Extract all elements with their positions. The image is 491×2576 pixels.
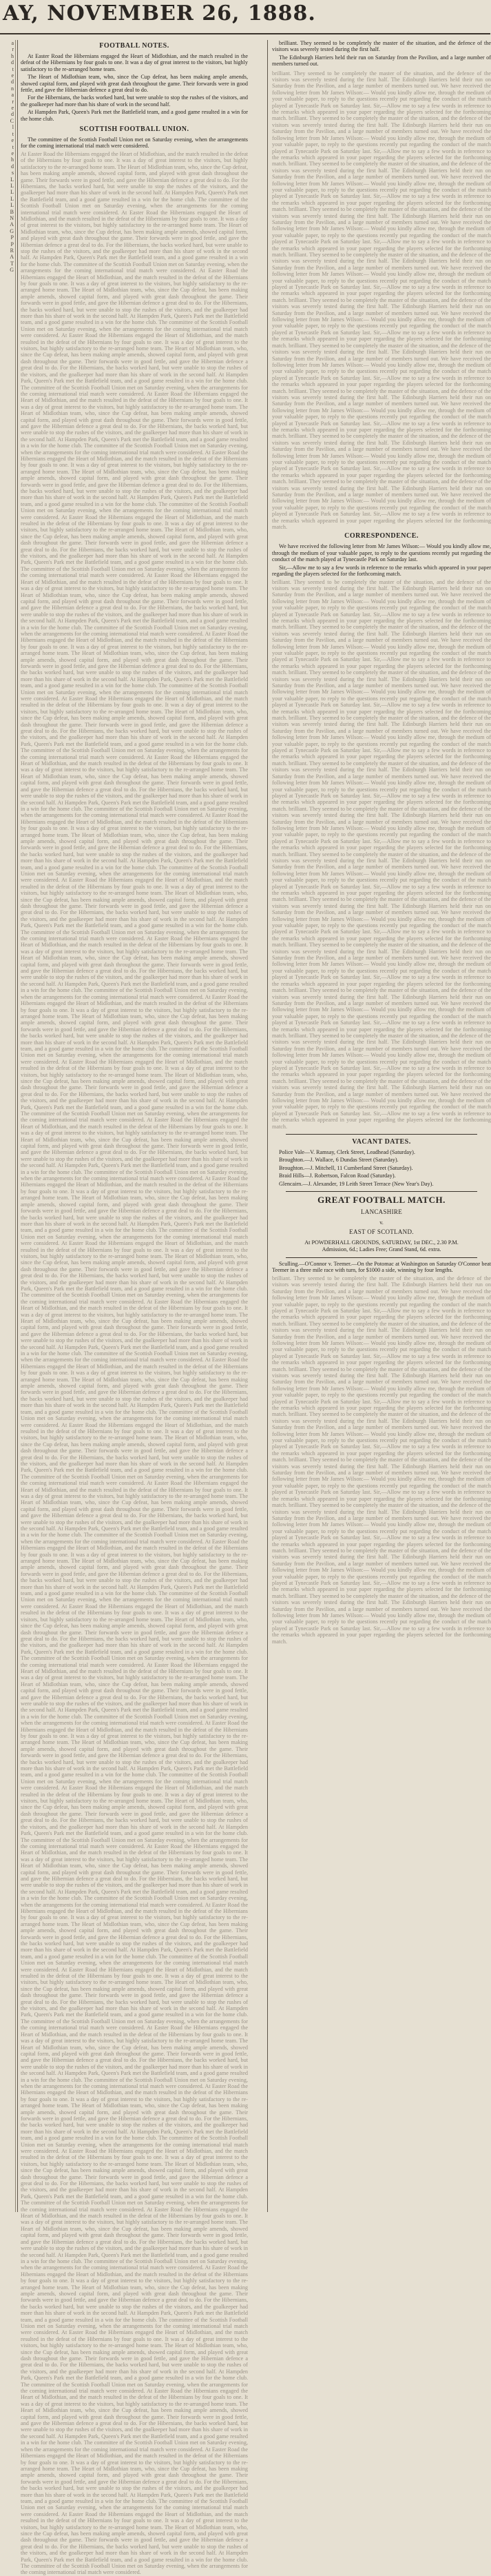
match-team-lancashire: LANCASHIRE: [360, 1208, 402, 1216]
correspondence-heading: CORRESPONDENCE.: [344, 532, 419, 540]
vacant-date-item: Braid Hills—J. Robertson, Falcon Road (Saturday).: [279, 1173, 396, 1179]
vacant-date-item: Broughton.—J. Mitchell, 11 Cumberland Street (Saturday).: [279, 1164, 413, 1171]
match-venue-line: At POWDERHALL GROUNDS, SATURDAY, 1st DEC., 2.30 P.M.: [304, 1239, 459, 1246]
match-admission-line: Admission, 6d.; Ladies Free; Grand Stand, 6d. extra.: [322, 1246, 441, 1253]
column-rule: [267, 40, 268, 2212]
cropped-column-strip: [0, 40, 16, 2212]
continued-report: [272, 40, 491, 68]
cropped-right-edge: [482, 40, 490, 2212]
scottish-football-union-heading: SCOTTISH FOOTBALL UNION.: [79, 125, 189, 134]
vacant-date-item: Glencairn.—J. Alexander, 19 Leith Street Terrace (New Year's Day).: [279, 1180, 434, 1187]
paragraph: We have received the following letter from Mr James Wilson:— Would you kindly allow me, through the medium of your valuable paper, to reply to the questions recently put regarding the conduct of the match played at Tynecastle Park on Saturday last.: [272, 543, 491, 563]
football-notes-heading: FOOTBALL NOTES.: [99, 42, 169, 50]
section-divider: [286, 1191, 477, 1192]
match-versus: v.: [379, 1219, 384, 1226]
football-notes-body: [21, 53, 248, 122]
closing-paragraph: Sculling.—O'Connor v. Teemer.—On the Potomac at Washington on Saturday O'Connor beat Teemer in a three mile race with turn, for $1000 a side, winning by four lengths.: [272, 1261, 491, 1274]
vacant-dates-list: [272, 1149, 491, 1187]
paragraph: The Heart of Midlothian team, who, since the Cup defeat, has been making ample amends, showed capital form, and played with great dash throughout the game. Their forwards were in good fettle, and gave the Hibernian defence a great deal to do.: [21, 74, 248, 94]
vacant-date-item: Police Vale—V. Ramsay, Clerk Street, Leadhead (Saturday).: [279, 1149, 415, 1156]
paragraph: At Hampden Park, Queen's Park met the Battlefield team, and a good game resulted in a win for the home club.: [21, 109, 248, 122]
section-divider: [286, 1257, 477, 1258]
paragraph: Sir,—Allow me to say a few words in reference to the remarks which appeared in your paper regarding the players selected for the forthcoming match.: [272, 564, 491, 578]
correspondence-column: [272, 40, 491, 2212]
dense-column-text: brilliant. They seemed to be completely the master of the situation, and the defence of the visitors was severely tested during the first half. The Edinburgh Harriers held their run on Saturday from the Pavilion, and a large number of members turned out. We have received the following letter from Mr James Wilson:— Would you kindly allow me, through the medium of your valuable paper, to reply to the questions recently put regarding the conduct of the match played at Tynecastle Park on Saturday last. Sir,—Allow me to say a few words in reference to the remarks which appeared in your paper regarding the players selected for the forthcoming match. brilliant. They seemed to be completely the master of the situation, and the defence of the visitors was severely tested during the first half. The Edinburgh Harriers held their run on Saturday from the Pavilion, and a large number of members turned out. We have received the following letter from Mr James Wilson:— Would you kindly allow me, through the medium of your valuable paper, to reply to the questions recently put regarding the conduct of the match played at Tynecastle Park on Saturday last. Sir,—Allow me to say a few words in reference to the remarks which appeared in your paper regarding the players selected for the forthcoming match. brilliant. They seemed to be completely the master of the situation, and the defence of the visitors was severely tested during the first half. The Edinburgh Harriers held their run on Saturday from the Pavilion, and a large number of members turned out. We have received the following letter from Mr James Wilson:— Would you kindly allow me, through the medium of your valuable paper, to reply to the questions recently put regarding the conduct of the match played at Tynecastle Park on Saturday last. Sir,—Allow me to say a few words in reference to the remarks which appeared in your paper regarding the players selected for the forthcoming match. brilliant. They seemed to be completely the master of the situation, and the defence of the visitors was severely tested during the first half. The Edinburgh Harriers held their run on Saturday from the Pavilion, and a large number of members turned out. We have received the following letter from Mr James Wilson:— Would you kindly allow me, through the medium of your valuable paper, to reply to the questions recently put regarding the conduct of the match played at Tynecastle Park on Saturday last. Sir,—Allow me to say a few words in reference to the remarks which appeared in your paper regarding the players selected for the forthcoming match. brilliant. They seemed to be completely the master of the situation, and the defence of the visitors was severely tested during the first half. The Edinburgh Harriers held their run on Saturday from the Pavilion, and a large number of members turned out. We have received the following letter from Mr James Wilson:— Would you kindly allow me, through the medium of your valuable paper, to reply to the questions recently put regarding the conduct of the match played at Tynecastle Park on Saturday last. Sir,—Allow me to say a few words in reference to the remarks which appeared in your paper regarding the players selected for the forthcoming match. brilliant. They seemed to be completely the master of the situation, and the defence of the visitors was severely tested during the first half. The Edinburgh Harriers held their run on Saturday from the Pavilion, and a large number of members turned out. We have received the following letter from Mr James Wilson:— Would you kindly allow me, through the medium of your valuable paper, to reply to the questions recently put regarding the conduct of the match played at Tynecastle Park on Saturday last. Sir,—Allow me to say a few words in reference to the remarks which appeared in your paper regarding the players selected for the forthcoming match. brilliant. They seemed to be completely the master of the situation, and the defence of the visitors was severely tested during the first half. The Edinburgh Harriers held their run on Saturday from the Pavilion, and a large number of members turned out. We have received the following letter from Mr James Wilson:— Would you kindly allow me, through the medium of your valuable paper, to reply to the questions recently put regarding the conduct of the match played at Tynecastle Park on Saturday last. Sir,—Allow me to say a few words in reference to the remarks which appeared in your paper regarding the players selected for the forthcoming match. brilliant. They seemed to be completely the master of the situation, and the defence of the visitors was severely tested during the first half. The Edinburgh Harriers held their run on Saturday from the Pavilion, and a large number of members turned out. We have received the following letter from Mr James Wilson:— Would you kindly allow me, through the medium of your valuable paper, to reply to the questions recently put regarding the conduct of the match played at Tynecastle Park on Saturday last. Sir,—Allow me to say a few words in reference to the remarks which appeared in your paper regarding the players selected for the forthcoming match. brilliant. They seemed to be completely the master of the situation, and the defence of the visitors was severely tested during the first half. The Edinburgh Harriers held their run on Saturday from the Pavilion, and a large number of members turned out. We have received the following letter from Mr James Wilson:— Would you kindly allow me, through the medium of your valuable paper, to reply to the questions recently put regarding the conduct of the match played at Tynecastle Park on Saturday last. Sir,—Allow me to say a few words in reference to the remarks which appeared in your paper regarding the players selected for the forthcoming match. brilliant. They seemed to be completely the master of the situation, and the defence of the visitors was severely tested during the first half. The Edinburgh Harriers held their run on Saturday from the Pavilion, and a large number of members turned out. We have received the following letter from Mr James Wilson:— Would you kindly allow me, through the medium of your valuable paper, to reply to the questions recently put regarding the conduct of the match played at Tynecastle Park on Saturday last. Sir,—Allow me to say a few words in reference to the remarks which appeared in your paper regarding the players selected for the forthcoming match.: [272, 70, 491, 531]
match-team-east-of-scotland: EAST OF SCOTLAND.: [349, 1228, 414, 1236]
section-divider: [286, 1134, 477, 1135]
dense-column-text: brilliant. They seemed to be completely the master of the situation, and the defence of the visitors was severely tested during the first half. The Edinburgh Harriers held their run on Saturday from the Pavilion, and a large number of members turned out. We have received the following letter from Mr James Wilson:— Would you kindly allow me, through the medium of your valuable paper, to reply to the questions recently put regarding the conduct of the match played at Tynecastle Park on Saturday last. Sir,—Allow me to say a few words in reference to the remarks which appeared in your paper regarding the players selected for the forthcoming match. brilliant. They seemed to be completely the master of the situation, and the defence of the visitors was severely tested during the first half. The Edinburgh Harriers held their run on Saturday from the Pavilion, and a large number of members turned out. We have received the following letter from Mr James Wilson:— Would you kindly allow me, through the medium of your valuable paper, to reply to the questions recently put regarding the conduct of the match played at Tynecastle Park on Saturday last. Sir,—Allow me to say a few words in reference to the remarks which appeared in your paper regarding the players selected for the forthcoming match. brilliant. They seemed to be completely the master of the situation, and the defence of the visitors was severely tested during the first half. The Edinburgh Harriers held their run on Saturday from the Pavilion, and a large number of members turned out. We have received the following letter from Mr James Wilson:— Would you kindly allow me, through the medium of your valuable paper, to reply to the questions recently put regarding the conduct of the match played at Tynecastle Park on Saturday last. Sir,—Allow me to say a few words in reference to the remarks which appeared in your paper regarding the players selected for the forthcoming match. brilliant. They seemed to be completely the master of the situation, and the defence of the visitors was severely tested during the first half. The Edinburgh Harriers held their run on Saturday from the Pavilion, and a large number of members turned out. We have received the following letter from Mr James Wilson:— Would you kindly allow me, through the medium of your valuable paper, to reply to the questions recently put regarding the conduct of the match played at Tynecastle Park on Saturday last. Sir,—Allow me to say a few words in reference to the remarks which appeared in your paper regarding the players selected for the forthcoming match. brilliant. They seemed to be completely the master of the situation, and the defence of the visitors was severely tested during the first half. The Edinburgh Harriers held their run on Saturday from the Pavilion, and a large number of members turned out. We have received the following letter from Mr James Wilson:— Would you kindly allow me, through the medium of your valuable paper, to reply to the questions recently put regarding the conduct of the match played at Tynecastle Park on Saturday last. Sir,—Allow me to say a few words in reference to the remarks which appeared in your paper regarding the players selected for the forthcoming match. brilliant. They seemed to be completely the master of the situation, and the defence of the visitors was severely tested during the first half. The Edinburgh Harriers held their run on Saturday from the Pavilion, and a large number of members turned out. We have received the following letter from Mr James Wilson:— Would you kindly allow me, through the medium of your valuable paper, to reply to the questions recently put regarding the conduct of the match played at Tynecastle Park on Saturday last. Sir,—Allow me to say a few words in reference to the remarks which appeared in your paper regarding the players selected for the forthcoming match. brilliant. They seemed to be completely the master of the situation, and the defence of the visitors was severely tested during the first half. The Edinburgh Harriers held their run on Saturday from the Pavilion, and a large number of members turned out. We have received the following letter from Mr James Wilson:— Would you kindly allow me, through the medium of your valuable paper, to reply to the questions recently put regarding the conduct of the match played at Tynecastle Park on Saturday last. Sir,—Allow me to say a few words in reference to the remarks which appeared in your paper regarding the players selected for the forthcoming match. brilliant. They seemed to be completely the master of the situation, and the defence of the visitors was severely tested during the first half. The Edinburgh Harriers held their run on Saturday from the Pavilion, and a large number of members turned out. We have received the following letter from Mr James Wilson:— Would you kindly allow me, through the medium of your valuable paper, to reply to the questions recently put regarding the conduct of the match played at Tynecastle Park on Saturday last. Sir,—Allow me to say a few words in reference to the remarks which appeared in your paper regarding the players selected for the forthcoming match. brilliant. They seemed to be completely the master of the situation, and the defence of the visitors was severely tested during the first half. The Edinburgh Harriers held their run on Saturday from the Pavilion, and a large number of members turned out. We have received the following letter from Mr James Wilson:— Would you kindly allow me, through the medium of your valuable paper, to reply to the questions recently put regarding the conduct of the match played at Tynecastle Park on Saturday last. Sir,—Allow me to say a few words in reference to the remarks which appeared in your paper regarding the players selected for the forthcoming match. brilliant. They seemed to be completely the master of the situation, and the defence of the visitors was severely tested during the first half. The Edinburgh Harriers held their run on Saturday from the Pavilion, and a large number of members turned out. We have received the following letter from Mr James Wilson:— Would you kindly allow me, through the medium of your valuable paper, to reply to the questions recently put regarding the conduct of the match played at Tynecastle Park on Saturday last. Sir,—Allow me to say a few words in reference to the remarks which appeared in your paper regarding the players selected for the forthcoming match. brilliant. They seemed to be completely the master of the situation, and the defence of the visitors was severely tested during the first half. The Edinburgh Harriers held their run on Saturday from the Pavilion, and a large number of members turned out. We have received the following letter from Mr James Wilson:— Would you kindly allow me, through the medium of your valuable paper, to reply to the questions recently put regarding the conduct of the match played at Tynecastle Park on Saturday last. Sir,—Allow me to say a few words in reference to the remarks which appeared in your paper regarding the players selected for the forthcoming match. brilliant. They seemed to be completely the master of the situation, and the defence of the visitors was severely tested during the first half. The Edinburgh Harriers held their run on Saturday from the Pavilion, and a large number of members turned out. We have received the following letter from Mr James Wilson:— Would you kindly allow me, through the medium of your valuable paper, to reply to the questions recently put regarding the conduct of the match played at Tynecastle Park on Saturday last. Sir,—Allow me to say a few words in reference to the remarks which appeared in your paper regarding the players selected for the forthcoming match.: [272, 578, 491, 1130]
great-football-match-heading: GREAT FOOTBALL MATCH.: [317, 1195, 446, 1206]
cropped-column-text: a r h d t e d n a r e d C l t e t e h d s L L L L L B N A G P P R A T G: [10, 40, 14, 274]
vacant-dates-heading: VACANT DATES.: [352, 1138, 411, 1146]
paragraph: brilliant. They seemed to be completely the master of the situation, and the defence of the visitors was severely tested during the first half.: [272, 40, 491, 53]
dense-column-text: brilliant. They seemed to be completely the master of the situation, and the defence of the visitors was severely tested during the first half. The Edinburgh Harriers held their run on Saturday from the Pavilion, and a large number of members turned out. We have received the following letter from Mr James Wilson:— Would you kindly allow me, through the medium of your valuable paper, to reply to the questions recently put regarding the conduct of the match played at Tynecastle Park on Saturday last. Sir,—Allow me to say a few words in reference to the remarks which appeared in your paper regarding the players selected for the forthcoming match. brilliant. They seemed to be completely the master of the situation, and the defence of the visitors was severely tested during the first half. The Edinburgh Harriers held their run on Saturday from the Pavilion, and a large number of members turned out. We have received the following letter from Mr James Wilson:— Would you kindly allow me, through the medium of your valuable paper, to reply to the questions recently put regarding the conduct of the match played at Tynecastle Park on Saturday last. Sir,—Allow me to say a few words in reference to the remarks which appeared in your paper regarding the players selected for the forthcoming match. brilliant. They seemed to be completely the master of the situation, and the defence of the visitors was severely tested during the first half. The Edinburgh Harriers held their run on Saturday from the Pavilion, and a large number of members turned out. We have received the following letter from Mr James Wilson:— Would you kindly allow me, through the medium of your valuable paper, to reply to the questions recently put regarding the conduct of the match played at Tynecastle Park on Saturday last. Sir,—Allow me to say a few words in reference to the remarks which appeared in your paper regarding the players selected for the forthcoming match. brilliant. They seemed to be completely the master of the situation, and the defence of the visitors was severely tested during the first half. The Edinburgh Harriers held their run on Saturday from the Pavilion, and a large number of members turned out. We have received the following letter from Mr James Wilson:— Would you kindly allow me, through the medium of your valuable paper, to reply to the questions recently put regarding the conduct of the match played at Tynecastle Park on Saturday last. Sir,—Allow me to say a few words in reference to the remarks which appeared in your paper regarding the players selected for the forthcoming match. brilliant. They seemed to be completely the master of the situation, and the defence of the visitors was severely tested during the first half. The Edinburgh Harriers held their run on Saturday from the Pavilion, and a large number of members turned out. We have received the following letter from Mr James Wilson:— Would you kindly allow me, through the medium of your valuable paper, to reply to the questions recently put regarding the conduct of the match played at Tynecastle Park on Saturday last. Sir,—Allow me to say a few words in reference to the remarks which appeared in your paper regarding the players selected for the forthcoming match. brilliant. They seemed to be completely the master of the situation, and the defence of the visitors was severely tested during the first half. The Edinburgh Harriers held their run on Saturday from the Pavilion, and a large number of members turned out. We have received the following letter from Mr James Wilson:— Would you kindly allow me, through the medium of your valuable paper, to reply to the questions recently put regarding the conduct of the match played at Tynecastle Park on Saturday last. Sir,—Allow me to say a few words in reference to the remarks which appeared in your paper regarding the players selected for the forthcoming match. brilliant. They seemed to be completely the master of the situation, and the defence of the visitors was severely tested during the first half. The Edinburgh Harriers held their run on Saturday from the Pavilion, and a large number of members turned out. We have received the following letter from Mr James Wilson:— Would you kindly allow me, through the medium of your valuable paper, to reply to the questions recently put regarding the conduct of the match played at Tynecastle Park on Saturday last. Sir,—Allow me to say a few words in reference to the remarks which appeared in your paper regarding the players selected for the forthcoming match. brilliant. They seemed to be completely the master of the situation, and the defence of the visitors was severely tested during the first half. The Edinburgh Harriers held their run on Saturday from the Pavilion, and a large number of members turned out. We have received the following letter from Mr James Wilson:— Would you kindly allow me, through the medium of your valuable paper, to reply to the questions recently put regarding the conduct of the match played at Tynecastle Park on Saturday last. Sir,—Allow me to say a few words in reference to the remarks which appeared in your paper regarding the players selected for the forthcoming match.: [272, 1275, 491, 1645]
masthead: [0, 0, 490, 34]
paragraph: For the Hibernians, the backs worked hard, but were unable to stop the rushes of the visitors, and the goalkeeper had more than his share of work in the second half.: [21, 94, 248, 108]
dense-column-text: At Easter Road the Hibernians engaged the Heart of Midlothian, and the match resulted in the defeat of the Hibernians by four goals to one. It was a day of great interest to the visitors, but highly satisfactory to the re-arranged home team. The Heart of Midlothian team, who, since the Cup defeat, has been making ample amends, showed capital form, and played with great dash throughout the game. Their forwards were in good fettle, and gave the Hibernian defence a great deal to do. For the Hibernians, the backs worked hard, but were unable to stop the rushes of the visitors, and the goalkeeper had more than his share of work in the second half. At Hampden Park, Queen's Park met the Battlefield team, and a good game resulted in a win for the home club. The committee of the Scottish Football Union met on Saturday evening, when the arrangements for the coming international trial match were considered. At Easter Road the Hibernians engaged the Heart of Midlothian, and the match resulted in the defeat of the Hibernians by four goals to one. It was a day of great interest to the visitors, but highly satisfactory to the re-arranged home team. The Heart of Midlothian team, who, since the Cup defeat, has been making ample amends, showed capital form, and played with great dash throughout the game. Their forwards were in good fettle, and gave the Hibernian defence a great deal to do. For the Hibernians, the backs worked hard, but were unable to stop the rushes of the visitors, and the goalkeeper had more than his share of work in the second half. At Hampden Park, Queen's Park met the Battlefield team, and a good game resulted in a win for the home club. The committee of the Scottish Football Union met on Saturday evening, when the arrangements for the coming international trial match were considered. At Easter Road the Hibernians engaged the Heart of Midlothian, and the match resulted in the defeat of the Hibernians by four goals to one. It was a day of great interest to the visitors, but highly satisfactory to the re-arranged home team. The Heart of Midlothian team, who, since the Cup defeat, has been making ample amends, showed capital form, and played with great dash throughout the game. Their forwards were in good fettle, and gave the Hibernian defence a great deal to do. For the Hibernians, the backs worked hard, but were unable to stop the rushes of the visitors, and the goalkeeper had more than his share of work in the second half. At Hampden Park, Queen's Park met the Battlefield team, and a good game resulted in a win for the home club. The committee of the Scottish Football Union met on Saturday evening, when the arrangements for the coming international trial match were considered. At Easter Road the Hibernians engaged the Heart of Midlothian, and the match resulted in the defeat of the Hibernians by four goals to one. It was a day of great interest to the visitors, but highly satisfactory to the re-arranged home team. The Heart of Midlothian team, who, since the Cup defeat, has been making ample amends, showed capital form, and played with great dash throughout the game. Their forwards were in good fettle, and gave the Hibernian defence a great deal to do. For the Hibernians, the backs worked hard, but were unable to stop the rushes of the visitors, and the goalkeeper had more than his share of work in the second half. At Hampden Park, Queen's Park met the Battlefield team, and a good game resulted in a win for the home club. The committee of the Scottish Football Union met on Saturday evening, when the arrangements for the coming international trial match were considered. At Easter Road the Hibernians engaged the Heart of Midlothian, and the match resulted in the defeat of the Hibernians by four goals to one. It was a day of great interest to the visitors, but highly satisfactory to the re-arranged home team. The Heart of Midlothian team, who, since the Cup defeat, has been making ample amends, showed capital form, and played with great dash throughout the game. Their forwards were in good fettle, and gave the Hibernian defence a great deal to do. For the Hibernians, the backs worked hard, but were unable to stop the rushes of the visitors, and the goalkeeper had more than his share of work in the second half. At Hampden Park, Queen's Park met the Battlefield team, and a good game resulted in a win for the home club. The committee of the Scottish Football Union met on Saturday evening, when the arrangements for the coming international trial match were considered. At Easter Road the Hibernians engaged the Heart of Midlothian, and the match resulted in the defeat of the Hibernians by four goals to one. It was a day of great interest to the visitors, but highly satisfactory to the re-arranged home team. The Heart of Midlothian team, who, since the Cup defeat, has been making ample amends, showed capital form, and played with great dash throughout the game. Their forwards were in good fettle, and gave the Hibernian defence a great deal to do. For the Hibernians, the backs worked hard, but were unable to stop the rushes of the visitors, and the goalkeeper had more than his share of work in the second half. At Hampden Park, Queen's Park met the Battlefield team, and a good game resulted in a win for the home club. The committee of the Scottish Football Union met on Saturday evening, when the arrangements for the coming international trial match were considered. At Easter Road the Hibernians engaged the Heart of Midlothian, and the match resulted in the defeat of the Hibernians by four goals to one. It was a day of great interest to the visitors, but highly satisfactory to the re-arranged home team. The Heart of Midlothian team, who, since the Cup defeat, has been making ample amends, showed capital form, and played with great dash throughout the game. Their forwards were in good fettle, and gave the Hibernian defence a great deal to do. For the Hibernians, the backs worked hard, but were unable to stop the rushes of the visitors, and the goalkeeper had more than his share of work in the second half. At Hampden Park, Queen's Park met the Battlefield team, and a good game resulted in a win for the home club. The committee of the Scottish Football Union met on Saturday evening, when the arrangements for the coming international trial match were considered. At Easter Road the Hibernians engaged the Heart of Midlothian, and the match resulted in the defeat of the Hibernians by four goals to one. It was a day of great interest to the visitors, but highly satisfactory to the re-arranged home team. The Heart of Midlothian team, who, since the Cup defeat, has been making ample amends, showed capital form, and played with great dash throughout the game. Their forwards were in good fettle, and gave the Hibernian defence a great deal to do. For the Hibernians, the backs worked hard, but were unable to stop the rushes of the visitors, and the goalkeeper had more than his share of work in the second half. At Hampden Park, Queen's Park met the Battlefield team, and a good game resulted in a win for the home club. The committee of the Scottish Football Union met on Saturday evening, when the arrangements for the coming international trial match were considered. At Easter Road the Hibernians engaged the Heart of Midlothian, and the match resulted in the defeat of the Hibernians by four goals to one. It was a day of great interest to the visitors, but highly satisfactory to the re-arranged home team. The Heart of Midlothian team, who, since the Cup defeat, has been making ample amends, showed capital form, and played with great dash throughout the game. Their forwards were in good fettle, and gave the Hibernian defence a great deal to do. For the Hibernians, the backs worked hard, but were unable to stop the rushes of the visitors, and the goalkeeper had more than his share of work in the second half. At Hampden Park, Queen's Park met the Battlefield team, and a good game resulted in a win for the home club. The committee of the Scottish Football Union met on Saturday evening, when the arrangements for the coming international trial match were considered. At Easter Road the Hibernians engaged the Heart of Midlothian, and the match resulted in the defeat of the Hibernians by four goals to one. It was a day of great interest to the visitors, but highly satisfactory to the re-arranged home team. The Heart of Midlothian team, who, since the Cup defeat, has been making ample amends, showed capital form, and played with great dash throughout the game. Their forwards were in good fettle, and gave the Hibernian defence a great deal to do. For the Hibernians, the backs worked hard, but were unable to stop the rushes of the visitors, and the goalkeeper had more than his share of work in the second half. At Hampden Park, Queen's Park met the Battlefield team, and a good game resulted in a win for the home club. The committee of the Scottish Football Union met on Saturday evening, when the arrangements for the coming international trial match were considered. At Easter Road the Hibernians engaged the Heart of Midlothian, and the match resulted in the defeat of the Hibernians by four goals to one. It was a day of great interest to the visitors, but highly satisfactory to the re-arranged home team. The Heart of Midlothian team, who, since the Cup defeat, has been making ample amends, showed capital form, and played with great dash throughout the game. Their forwards were in good fettle, and gave the Hibernian defence a great deal to do. For the Hibernians, the backs worked hard, but were unable to stop the rushes of the visitors, and the goalkeeper had more than his share of work in the second half. At Hampden Park, Queen's Park met the Battlefield team, and a good game resulted in a win for the home club. The committee of the Scottish Football Union met on Saturday evening, when the arrangements for the coming international trial match were considered. At Easter Road the Hibernians engaged the Heart of Midlothian, and the match resulted in the defeat of the Hibernians by four goals to one. It was a day of great interest to the visitors, but highly satisfactory to the re-arranged home team. The Heart of Midlothian team, who, since the Cup defeat, has been making ample amends, showed capital form, and played with great dash throughout the game. Their forwards were in good fettle, and gave the Hibernian defence a great deal to do. For the Hibernians, the backs worked hard, but were unable to stop the rushes of the visitors, and the goalkeeper had more than his share of work in the second half. At Hampden Park, Queen's Park met the Battlefield team, and a good game resulted in a win for the home club. The committee of the Scottish Football Union met on Saturday evening, when the arrangements for the coming international trial match were considered. At Easter Road the Hibernians engaged the Heart of Midlothian, and the match resulted in the defeat of the Hibernians by four goals to one. It was a day of great interest to the visitors, but highly satisfactory to the re-arranged home team. The Heart of Midlothian team, who, since the Cup defeat, has been making ample amends, showed capital form, and played with great dash throughout the game. Their forwards were in good fettle, and gave the Hibernian defence a great deal to do. For the Hibernians, the backs worked hard, but were unable to stop the rushes of the visitors, and the goalkeeper had more than his share of work in the second half. At Hampden Park, Queen's Park met the Battlefield team, and a good game resulted in a win for the home club. The committee of the Scottish Football Union met on Saturday evening, when the arrangements for the coming international trial match were considered. At Easter Road the Hibernians engaged the Heart of Midlothian, and the match resulted in the defeat of the Hibernians by four goals to one. It was a day of great interest to the visitors, but highly satisfactory to the re-arranged home team. The Heart of Midlothian team, who, since the Cup defeat, has been making ample amends, showed capital form, and played with great dash throughout the game. Their forwards were in good fettle, and gave the Hibernian defence a great deal to do. For the Hibernians, the backs worked hard, but were unable to stop the rushes of the visitors, and the goalkeeper had more than his share of work in the second half. At Hampden Park, Queen's Park met the Battlefield team, and a good game resulted in a win for the home club. The committee of the Scottish Football Union met on Saturday evening, when the arrangements for the coming international trial match were considered. At Easter Road the Hibernians engaged the Heart of Midlothian, and the match resulted in the defeat of the Hibernians by four goals to one. It was a day of great interest to the visitors, but highly satisfactory to the re-arranged home team. The Heart of Midlothian team, who, since the Cup defeat, has been making ample amends, showed capital form, and played with great dash throughout the game. Their forwards were in good fettle, and gave the Hibernian defence a great deal to do. For the Hibernians, the backs worked hard, but were unable to stop the rushes of the visitors, and the goalkeeper had more than his share of work in the second half. At Hampden Park, Queen's Park met the Battlefield team, and a good game resulted in a win for the home club. The committee of the Scottish Football Union met on Saturday evening, when the arrangements for the coming international trial match were considered. At Easter Road the Hibernians engaged the Heart of Midlothian, and the match resulted in the defeat of the Hibernians by four goals to one. It was a day of great interest to the visitors, but highly satisfactory to the re-arranged home team. The Heart of Midlothian team, who, since the Cup defeat, has been making ample amends, showed capital form, and played with great dash throughout the game. Their forwards were in good fettle, and gave the Hibernian defence a great deal to do. For the Hibernians, the backs worked hard, but were unable to stop the rushes of the visitors, and the goalkeeper had more than his share of work in the second half. At Hampden Park, Queen's Park met the Battlefield team, and a good game resulted in a win for the home club. The committee of the Scottish Football Union met on Saturday evening, when the arrangements for the coming international trial match were considered. At Easter Road the Hibernians engaged the Heart of Midlothian, and the match resulted in the defeat of the Hibernians by four goals to one. It was a day of great interest to the visitors, but highly satisfactory to the re-arranged home team. The Heart of Midlothian team, who, since the Cup defeat, has been making ample amends, showed capital form, and played with great dash throughout the game. Their forwards were in good fettle, and gave the Hibernian defence a great deal to do. For the Hibernians, the backs worked hard, but were unable to stop the rushes of the visitors, and the goalkeeper had more than his share of work in the second half. At Hampden Park, Queen's Park met the Battlefield team, and a good game resulted in a win for the home club. The committee of the Scottish Football Union met on Saturday evening, when the arrangements for the coming international trial match were considered. At Easter Road the Hibernians engaged the Heart of Midlothian, and the match resulted in the defeat of the Hibernians by four goals to one. It was a day of great interest to the visitors, but highly satisfactory to the re-arranged home team. The Heart of Midlothian team, who, since the Cup defeat, has been making ample amends, showed capital form, and played with great dash throughout the game. Their forwards were in good fettle, and gave the Hibernian defence a great deal to do. For the Hibernians, the backs worked hard, but were unable to stop the rushes of the visitors, and the goalkeeper had more than his share of work in the second half. At Hampden Park, Queen's Park met the Battlefield team, and a good game resulted in a win for the home club. The committee of the Scottish Football Union met on Saturday evening, when the arrangements for the coming international trial match were considered. At Easter Road the Hibernians engaged the Heart of Midlothian, and the match resulted in the defeat of the Hibernians by four goals to one. It was a day of great interest to the visitors, but highly satisfactory to the re-arranged home team. The Heart of Midlothian team, who, since the Cup defeat, has been making ample amends, showed capital form, and played with great dash throughout the game. Their forwards were in good fettle, and gave the Hibernian defence a great deal to do. For the Hibernians, the backs worked hard, but were unable to stop the rushes of the visitors, and the goalkeeper had more than his share of work in the second half. At Hampden Park, Queen's Park met the Battlefield team, and a good game resulted in a win for the home club. The committee of the Scottish Football Union met on Saturday evening, when the arrangements for the coming international trial match were considered. At Easter Road the Hibernians engaged the Heart of Midlothian, and the match resulted in the defeat of the Hibernians by four goals to one. It was a day of great interest to the visitors, but highly satisfactory to the re-arranged home team. The Heart of Midlothian team, who, since the Cup defeat, has been making ample amends, showed capital form, and played with great dash throughout the game. Their forwards were in good fettle, and gave the Hibernian defence a great deal to do. For the Hibernians, the backs worked hard, but were unable to stop the rushes of the visitors, and the goalkeeper had more than his share of work in the second half. At Hampden Park, Queen's Park met the Battlefield team, and a good game resulted in a win for the home club. The committee of the Scottish Football Union met on Saturday evening, when the arrangements for the coming international trial match were considered. At Easter Road the Hibernians engaged the Heart of Midlothian, and the match resulted in the defeat of the Hibernians by four goals to one. It was a day of great interest to the visitors, but highly satisfactory to the re-arranged home team. The Heart of Midlothian team, who, since the Cup defeat, has been making ample amends, showed capital form, and played with great dash throughout the game. Their forwards were in good fettle, and gave the Hibernian defence a great deal to do. For the Hibernians, the backs worked hard, but were unable to stop the rushes of the visitors, and the goalkeeper had more than his share of work in the second half. At Hampden Park, Queen's Park met the Battlefield team, and a good game resulted in a win for the home club. The committee of the Scottish Football Union met on Saturday evening, when the arrangements for the coming international trial match were considered. At Easter Road the Hibernians engaged the Heart of Midlothian, and the match resulted in the defeat of the Hibernians by four goals to one. It was a day of great interest to the visitors, but highly satisfactory to the re-arranged home team. The Heart of Midlothian team, who, since the Cup defeat, has been making ample amends, showed capital form, and played with great dash throughout the game. Their forwards were in good fettle, and gave the Hibernian defence a great deal to do. For the Hibernians, the backs worked hard, but were unable to stop the rushes of the visitors, and the goalkeeper had more than his share of work in the second half. At Hampden Park, Queen's Park met the Battlefield team, and a good game resulted in a win for the home club. The committee of the Scottish Football Union met on Saturday evening, when the arrangements for the coming international trial match were considered. At Easter Road the Hibernians engaged the Heart of Midlothian, and the match resulted in the defeat of the Hibernians by four goals to one. It was a day of great interest to the visitors, but highly satisfactory to the re-arranged home team. The Heart of Midlothian team, who, since the Cup defeat, has been making ample amends, showed capital form, and played with great dash throughout the game. Their forwards were in good fettle, and gave the Hibernian defence a great deal to do. For the Hibernians, the backs worked hard, but were unable to stop the rushes of the visitors, and the goalkeeper had more than his share of work in the second half. At Hampden Park, Queen's Park met the Battlefield team, and a good game resulted in a win for the home club. The committee of the Scottish Football Union met on Saturday evening, when the arrangements for the coming international trial match were considered. At Easter Road the Hibernians engaged the Heart of Midlothian, and the match resulted in the defeat of the Hibernians by four goals to one. It was a day of great interest to the visitors, but highly satisfactory to the re-arranged home team. The Heart of Midlothian team, who, since the Cup defeat, has been making ample amends, showed capital form, and played with great dash throughout the game. Their forwards were in good fettle, and gave the Hibernian defence a great deal to do. For the Hibernians, the backs worked hard, but were unable to stop the rushes of the visitors, and the goalkeeper had more than his share of work in the second half. At Hampden Park, Queen's Park met the Battlefield team, and a good game resulted in a win for the home club. The committee of the Scottish Football Union met on Saturday evening, when the arrangements for the coming international trial match were considered. At Easter Road the Hibernians engaged the Heart of Midlothian, and the match resulted in the defeat of the Hibernians by four goals to one. It was a day of great interest to the visitors, but highly satisfactory to the re-arranged home team. The Heart of Midlothian team, who, since the Cup defeat, has been making ample amends, showed capital form, and played with great dash throughout the game. Their forwards were in good fettle, and gave the Hibernian defence a great deal to do. For the Hibernians, the backs worked hard, but were unable to stop the rushes of the visitors, and the goalkeeper had more than his share of work in the second half. At Hampden Park, Queen's Park met the Battlefield team, and a good game resulted in a win for the home club. The committee of the Scottish Football Union met on Saturday evening, when the arrangements for the coming international trial match were considered. At Easter Road the Hibernians engaged the Heart of Midlothian, and the match resulted in the defeat of the Hibernians by four goals to one. It was a day of great interest to the visitors, but highly satisfactory to the re-arranged home team. The Heart of Midlothian team, who, since the Cup defeat, has been making ample amends, showed capital form, and played with great dash throughout the game. Their forwards were in good fettle, and gave the Hibernian defence a great deal to do. For the Hibernians, the backs worked hard, but were unable to stop the rushes of the visitors, and the goalkeeper had more than his share of work in the second half. At Hampden Park, Queen's Park met the Battlefield team, and a good game resulted in a win for the home club. The committee of the Scottish Football Union met on Saturday evening, when the arrangements for the coming international trial match were considered. At Easter Road the Hibernians engaged the Heart of Midlothian, and the match resulted in the defeat of the Hibernians by four goals to one. It was a day of great interest to the visitors, but highly satisfactory to the re-arranged home team. The Heart of Midlothian team, who, since the Cup defeat, has been making ample amends, showed capital form, and played with great dash throughout the game. Their forwards were in good fettle, and gave the Hibernian defence a great deal to do. For the Hibernians, the backs worked hard, but were unable to stop the rushes of the visitors, and the goalkeeper had more than his share of work in the second half. At Hampden Park, Queen's Park met the Battlefield team, and a good game resulted in a win for the home club. The committee of the Scottish Football Union met on Saturday evening, when the arrangements for the coming international trial match were considered. At Easter Road the Hibernians engaged the Heart of Midlothian, and the match resulted in the defeat of the Hibernians by four goals to one. It was a day of great interest to the visitors, but highly satisfactory to the re-arranged home team. The Heart of Midlothian team, who, since the Cup defeat, has been making ample amends, showed capital form, and played with great dash throughout the game. Their forwards were in good fettle, and gave the Hibernian defence a great deal to do. For the Hibernians, the backs worked hard, but were unable to stop the rushes of the visitors, and the goalkeeper had more than his share of work in the second half. At Hampden Park, Queen's Park met the Battlefield team, and a good game resulted in a win for the home club. The committee of the Scottish Football Union met on Saturday evening, when the arrangements for the coming international trial match were considered. At Easter Road the Hibernians engaged the Heart of Midlothian, and the match resulted in the defeat of the Hibernians by four goals to one. It was a day of great interest to the visitors, but highly satisfactory to the re-arranged home team. The Heart of Midlothian team, who, since the Cup defeat, has been making ample amends, showed capital form, and played with great dash throughout the game. Their forwards were in good fettle, and gave the Hibernian defence a great deal to do. For the Hibernians, the backs worked hard, but were unable to stop the rushes of the visitors, and the goalkeeper had more than his share of work in the second half. At Hampden Park, Queen's Park met the Battlefield team, and a good game resulted in a win for the home club. The committee of the Scottish Football Union met on Saturday evening, when the arrangements for the coming international trial match were considered. At Easter Road the Hibernians engaged the Heart of Midlothian, and the match resulted in the defeat of the Hibernians by four goals to one. It was a day of great interest to the visitors, but highly satisfactory to the re-arranged home team. The Heart of Midlothian team, who, since the Cup defeat, has been making ample amends, showed capital form, and played with great dash throughout the game. Their forwards were in good fettle, and gave the Hibernian defence a great deal to do. For the Hibernians, the backs worked hard, but were unable to stop the rushes of the visitors, and the goalkeeper had more than his share of work in the second half. At Hampden Park, Queen's Park met the Battlefield team, and a good game resulted in a win for the home club. The committee of the Scottish Football Union met on Saturday evening, when the arrangements for the coming international trial match were considered. At Easter Road the Hibernians engaged the Heart of Midlothian, and the match resulted in the defeat of the Hibernians by four goals to one. It was a day of great interest to the visitors, but highly satisfactory to the re-arranged home team. The Heart of Midlothian team, who, since the Cup defeat, has been making ample amends, showed capital form, and played with great dash throughout the game. Their forwards were in good fettle, and gave the Hibernian defence a great deal to do. For the Hibernians, the backs worked hard, but were unable to stop the rushes of the visitors, and the goalkeeper had more than his share of work in the second half. At Hampden Park, Queen's Park met the Battlefield team, and a good game resulted in a win for the home club. The committee of the Scottish Football Union met on Saturday evening, when the arrangements for the coming international trial match were considered. At Easter Road the Hibernians engaged the Heart of Midlothian, and the match resulted in the defeat of the Hibernians by four goals to one. It was a day of great interest to the visitors, but highly satisfactory to the re-arranged home team. The Heart of Midlothian team, who, since the Cup defeat, has been making ample amends, showed capital form, and played with great dash throughout the game. Their forwards were in good fettle, and gave the Hibernian defence a great deal to do. For the Hibernians, the backs worked hard, but were unable to stop the rushes of the visitors, and the goalkeeper had more than his share of work in the second half. At Hampden Park, Queen's Park met the Battlefield team, and a good game resulted in a win for the home club. The committee of the Scottish Football Union met on Saturday evening, when the arrangements for the coming international trial match were considered. At Easter Road the Hibernians engaged the Heart of Midlothian, and the match resulted in the defeat of the Hibernians by four goals to one. It was a day of great interest to the visitors, but highly satisfactory to the re-arranged home team. The Heart of Midlothian team, who, since the Cup defeat, has been making ample amends, showed capital form, and played with great dash throughout the game. Their forwards were in good fettle, and gave the Hibernian defence a great deal to do. For the Hibernians, the backs worked hard, but were unable to stop the rushes of the visitors, and the goalkeeper had more than his share of work in the second half. At Hampden Park, Queen's Park met the Battlefield team, and a good game resulted in a win for the home club. The committee of the Scottish Football Union met on Saturday evening, when the arrangements for the coming international trial match were considered. At Easter Road the Hibernians engaged the Heart of Midlothian, and the match resulted in the defeat of the Hibernians by four goals to one. It was a day of great interest to the visitors, but highly satisfactory to the re-arranged home team. The Heart of Midlothian team, who, since the Cup defeat, has been making ample amends, showed capital form, and played with great dash throughout the game. Their forwards were in good fettle, and gave the Hibernian defence a great deal to do. For the Hibernians, the backs worked hard, but were unable to stop the rushes of the visitors, and the goalkeeper had more than his share of work in the second half. At Hampden Park, Queen's Park met the Battlefield team, and a good game resulted in a win for the home club. The committee of the Scottish Football Union met on Saturday evening, when the arrangements for the coming international trial match were considered. At Easter Road the Hibernians engaged the Heart of Midlothian, and the match resulted in the defeat of the Hibernians by four goals to one. It was a day of great interest to the visitors, but highly satisfactory to the re-arranged home team. The Heart of Midlothian team, who, since the Cup defeat, has been making ample amends, showed capital form, and played with great dash throughout the game. Their forwards were in good fettle, and gave the Hibernian defence a great deal to do. For the Hibernians, the backs worked hard, but were unable to stop the rushes of the visitors, and the goalkeeper had more than his share of work in the second half. At Hampden Park, Queen's Park met the Battlefield team, and a good game resulted in a win for the home club. The committee of the Scottish Football Union met on Saturday evening, when the arrangements for the coming international trial match were considered. At Easter Road the Hibernians engaged the Heart of Midlothian, and the match resulted in the defeat of the Hibernians by four goals to one. It was a day of great interest to the visitors, but highly satisfactory to the re-arranged home team. The Heart of Midlothian team, who, since the Cup defeat, has been making ample amends, showed capital form, and played with great dash throughout the game. Their forwards were in good fettle, and gave the Hibernian defence a great deal to do. For the Hibernians, the backs worked hard, but were unable to stop the rushes of the visitors, and the goalkeeper had more than his share of work in the second half. At Hampden Park, Queen's Park met the Battlefield team, and a good game resulted in a win for the home club. The committee of the Scottish Football Union met on Saturday evening, when the arrangements for the coming international trial match were considered. At Easter Road the Hibernians engaged the Heart of Midlothian, and the match resulted in the defeat of the Hibernians by four goals to one. It was a day of great interest to the visitors, but highly satisfactory to the re-arranged home team. The Heart of Midlothian team, who, since the Cup defeat, has been making ample amends, showed capital form, and played with great dash throughout the game. Their forwards were in good fettle, and gave the Hibernian defence a great deal to do. For the Hibernians, the backs worked hard, but were unable to stop the rushes of the visitors, and the goalkeeper had more than his share of work in the second half. At Hampden Park, Queen's Park met the Battlefield team, and a good game resulted in a win for the home club. The committee of the Scottish Football Union met on Saturday evening, when the arrangements for the coming international trial match were considered. At Easter Road the Hibernians engaged the Heart of Midlothian, and the match resulted in the defeat of the Hibernians by four goals to one. It was a day of great interest to the visitors, but highly satisfactory to the re-arranged home team. The Heart of Midlothian team, who, since the Cup defeat, has been making ample amends, showed capital form, and played with great dash throughout the game. Their forwards were in good fettle, and gave the Hibernian defence a great deal to do. For the Hibernians, the backs worked hard, but were unable to stop the rushes of the visitors, and the goalkeeper had more than his share of work in the second half. At Hampden Park, Queen's Park met the Battlefield team, and a good game resulted in a win for the home club. The committee of the Scottish Football Union met on Saturday evening, when the arrangements for the coming international trial match were considered. At Easter Road the Hibernians engaged the Heart of Midlothian, and the match resulted in the defeat of the Hibernians by four goals to one. It was a day of great interest to the visitors, but highly satisfactory to the re-arranged home team. The Heart of Midlothian team, who, since the Cup defeat, has been making ample amends, showed capital form, and played with great dash throughout the game. Their forwards were in good fettle, and gave the Hibernian defence a great deal to do. For the Hibernians, the backs worked hard, but were unable to stop the rushes of the visitors, and the goalkeeper had more than his share of work in the second half. At Hampden Park, Queen's Park met the Battlefield team, and a good game resulted in a win for the home club. The committee of the Scottish Football Union met on Saturday evening, when the arrangements for the coming international trial match were considered. At Easter Road the Hibernians engaged the Heart of Midlothian, and the match resulted in the defeat of the Hibernians by four goals to one. It was a day of great interest to the visitors, but highly satisfactory to the re-arranged home team. The Heart of Midlothian team, who, since the Cup defeat, has been making ample amends, showed capital form, and played with great dash throughout the game. Their forwards were in good fettle, and gave the Hibernian defence a great deal to do. For the Hibernians, the backs worked hard, but were unable to stop the rushes of the visitors, and the goalkeeper had more than his share of work in the second half. At Hampden Park, Queen's Park met the Battlefield team, and a good game resulted in a win for the home club. The committee of the Scottish Football Union met on Saturday evening, when the arrangements for the coming international trial match were considered.: [21, 150, 249, 2576]
vacant-date-item: Broughton.—J. Wallace, 6 Dundas Street (Saturday).: [279, 1157, 399, 1164]
masthead-title: AY, NOVEMBER 26, 1888.: [3, 1, 316, 26]
paragraph: The committee of the Scottish Football Union met on Saturday evening, when the arrangements for the coming international trial match were considered.: [21, 136, 248, 150]
paragraph: The Edinburgh Harriers held their run on Saturday from the Pavilion, and a large number of members turned out.: [272, 54, 491, 68]
paragraph: At Easter Road the Hibernians engaged the Heart of Midlothian, and the match resulted in the defeat of the Hibernians by four goals to one. It was a day of great interest to the visitors, but highly satisfactory to the re-arranged home team.: [21, 53, 248, 72]
football-notes-column: [21, 40, 249, 2576]
column-rule: [17, 40, 18, 2212]
